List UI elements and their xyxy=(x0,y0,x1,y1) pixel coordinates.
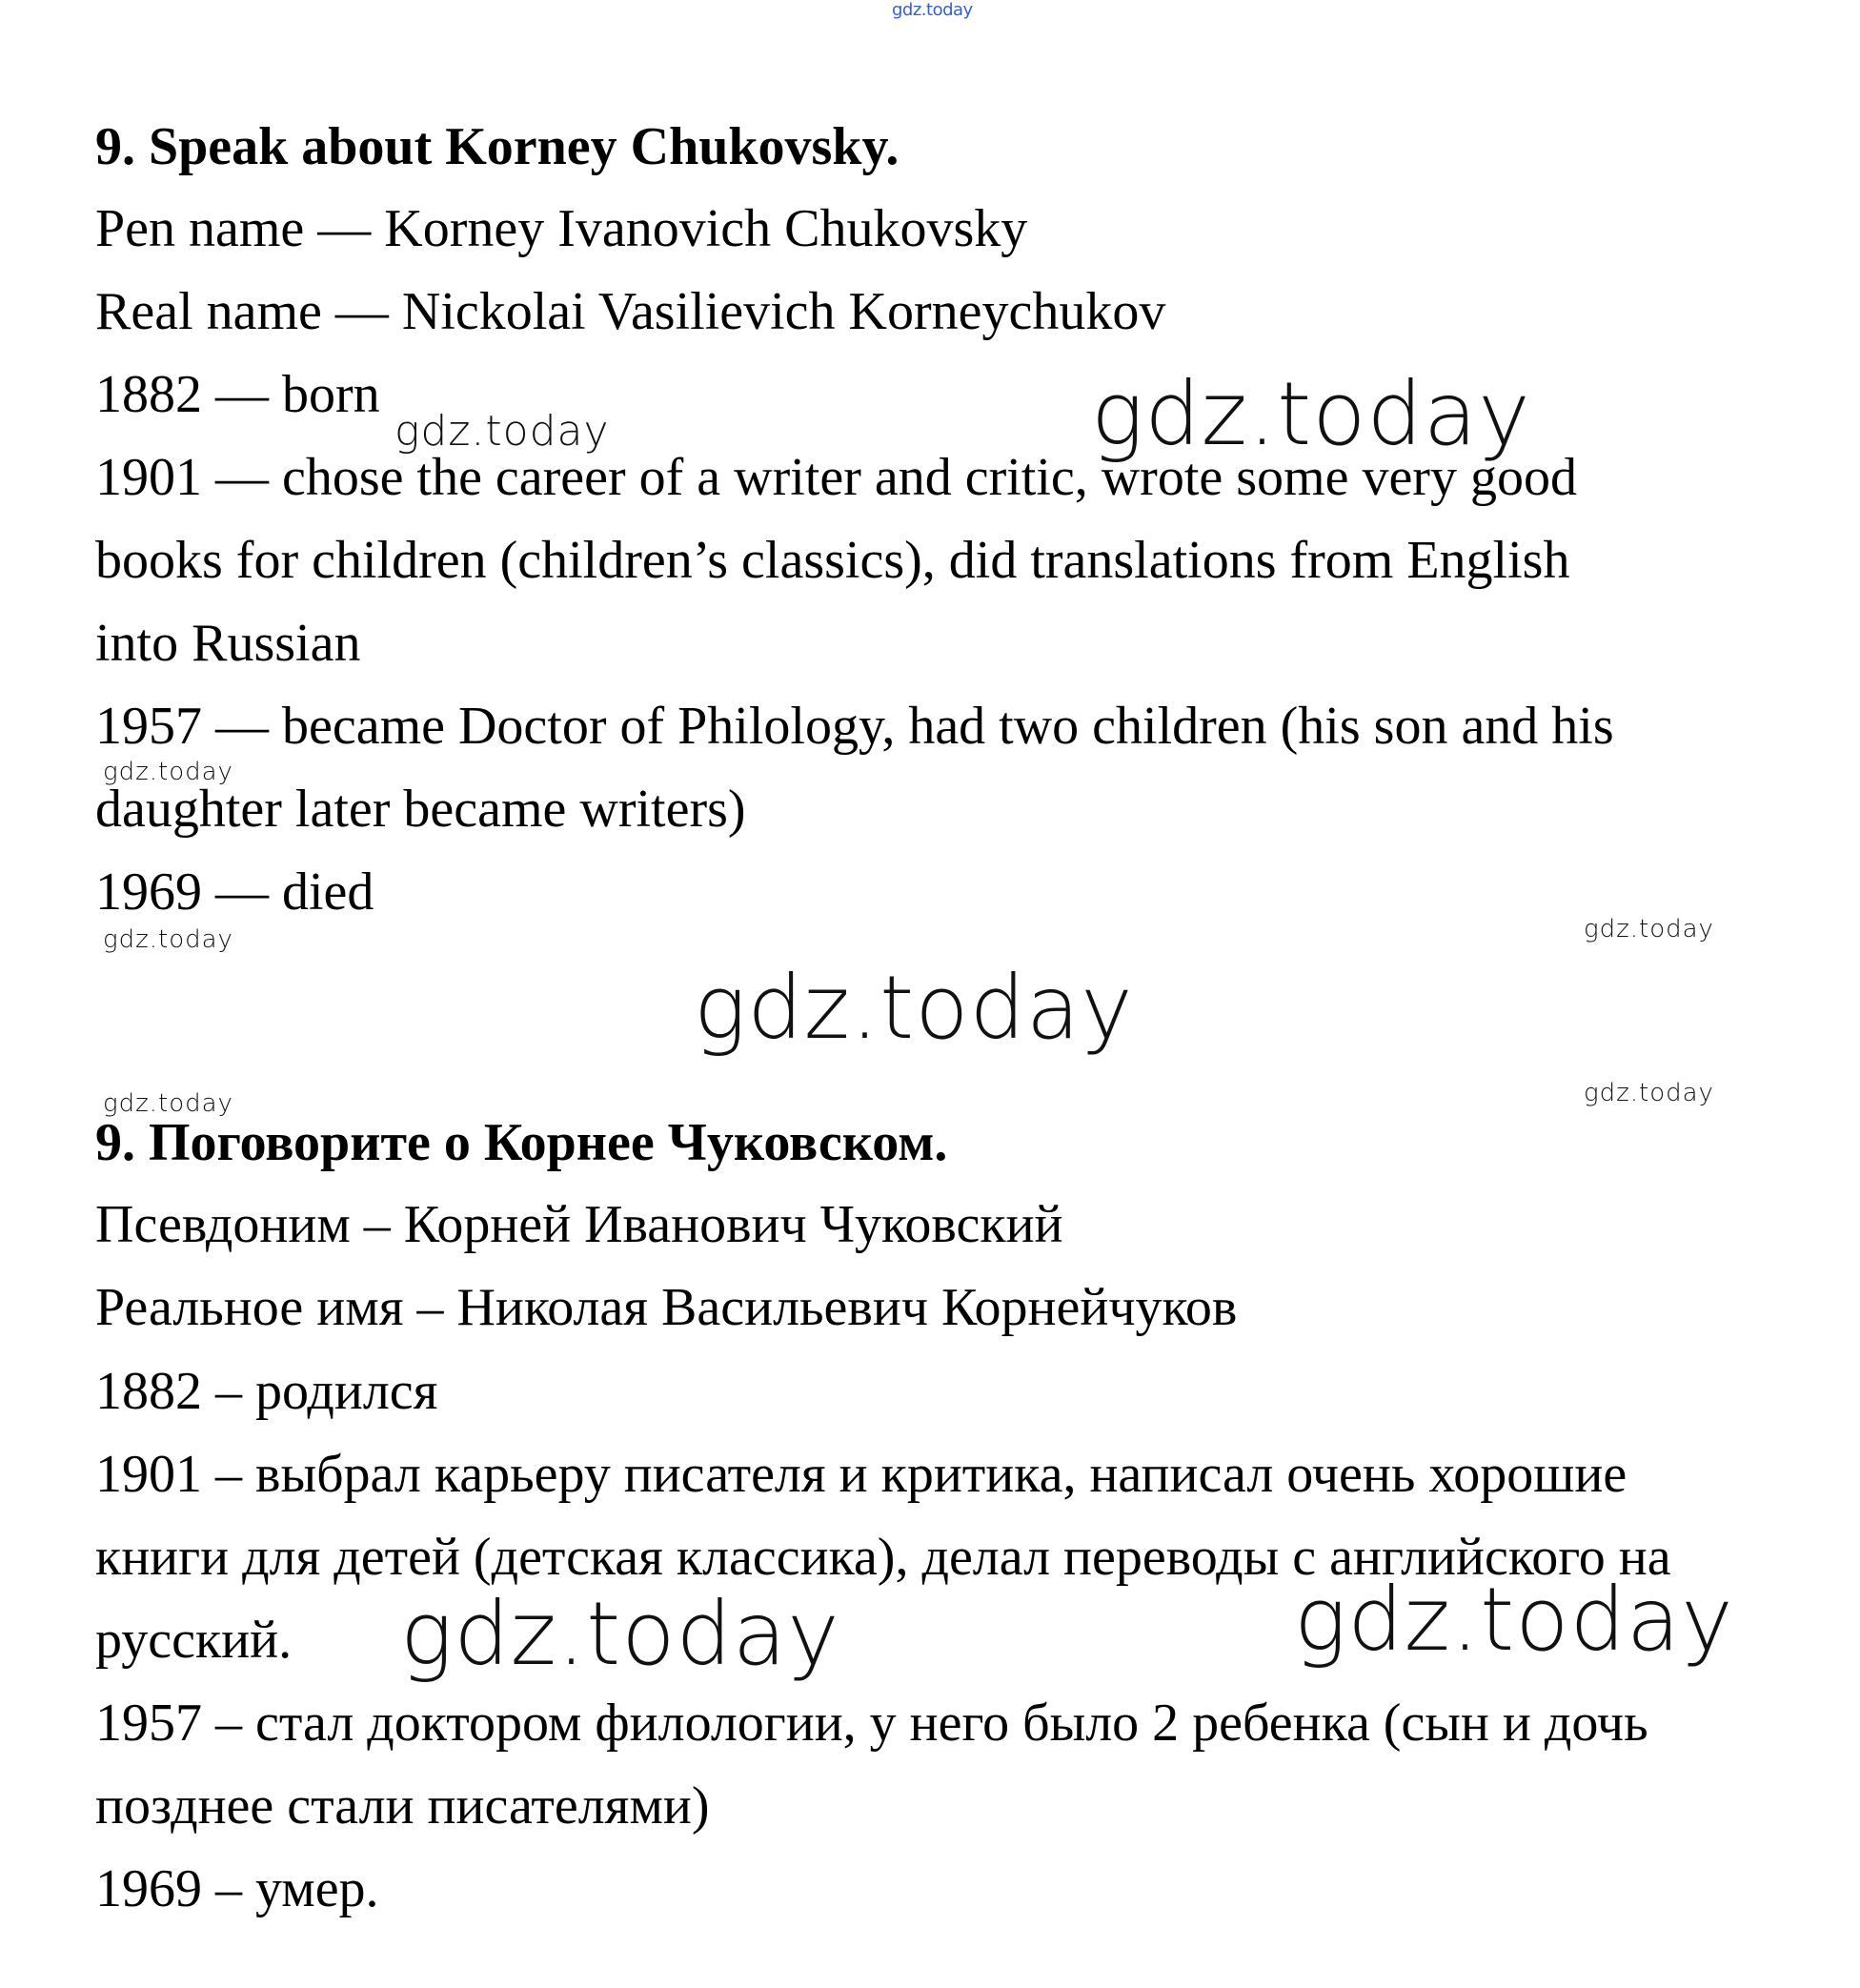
watermark: gdz.today xyxy=(1294,1569,1734,1671)
russian-line-1901-cont: книги для детей (детская классика), делал переводы с английского на xyxy=(95,1528,1671,1587)
header-watermark: gdz.today xyxy=(892,0,973,20)
watermark: gdz.today xyxy=(103,925,233,954)
english-line-1901-cont: books for children (children’s classics), did translations from English xyxy=(95,531,1570,590)
russian-line-1901: 1901 – выбрал карьеру писателя и критика, написал очень хорошие xyxy=(95,1445,1628,1504)
russian-line-1957: 1957 – стал доктором филологии, у него было 2 ребенка (сын и дочь xyxy=(95,1694,1648,1753)
russian-line-1969: 1969 – умер. xyxy=(95,1859,379,1918)
english-line-1969: 1969 — died xyxy=(95,862,374,922)
english-heading: 9. Speak about Korney Chukovsky. xyxy=(95,117,900,176)
english-line-1957-cont: daughter later became writers) xyxy=(95,780,746,839)
russian-line-1957-cont: позднее стали писателями) xyxy=(95,1776,710,1836)
russian-line-pseudonym: Псевдоним – Корней Иванович Чуковский xyxy=(95,1195,1063,1254)
english-line-1901-end: into Russian xyxy=(95,614,361,673)
russian-heading: 9. Поговорите о Корнее Чуковском. xyxy=(95,1113,948,1172)
watermark: gdz.today xyxy=(103,1089,233,1118)
watermark: gdz.today xyxy=(103,758,233,786)
russian-line-1882: 1882 – родился xyxy=(95,1362,438,1421)
russian-line-real-name: Реальное имя – Николая Васильевич Корнейчуков xyxy=(95,1278,1238,1337)
watermark: gdz.today xyxy=(1091,363,1531,465)
watermark: gdz.today xyxy=(394,407,610,456)
english-line-1957: 1957 — became Doctor of Philology, had two children (his son and his xyxy=(95,697,1614,756)
russian-line-1901-end: русский. xyxy=(95,1611,293,1670)
english-line-1882: 1882 — born xyxy=(95,365,380,424)
watermark: gdz.today xyxy=(1584,1079,1714,1107)
watermark: gdz.today xyxy=(1584,915,1714,943)
english-line-real-name: Real name — Nickolai Vasilievich Korneychukov xyxy=(95,282,1166,341)
watermark: gdz.today xyxy=(694,957,1134,1059)
watermark: gdz.today xyxy=(400,1583,840,1685)
english-line-pen-name: Pen name — Korney Ivanovich Chukovsky xyxy=(95,199,1028,258)
english-line-1901: 1901 — chose the career of a writer and critic, wrote some very good xyxy=(95,448,1577,507)
